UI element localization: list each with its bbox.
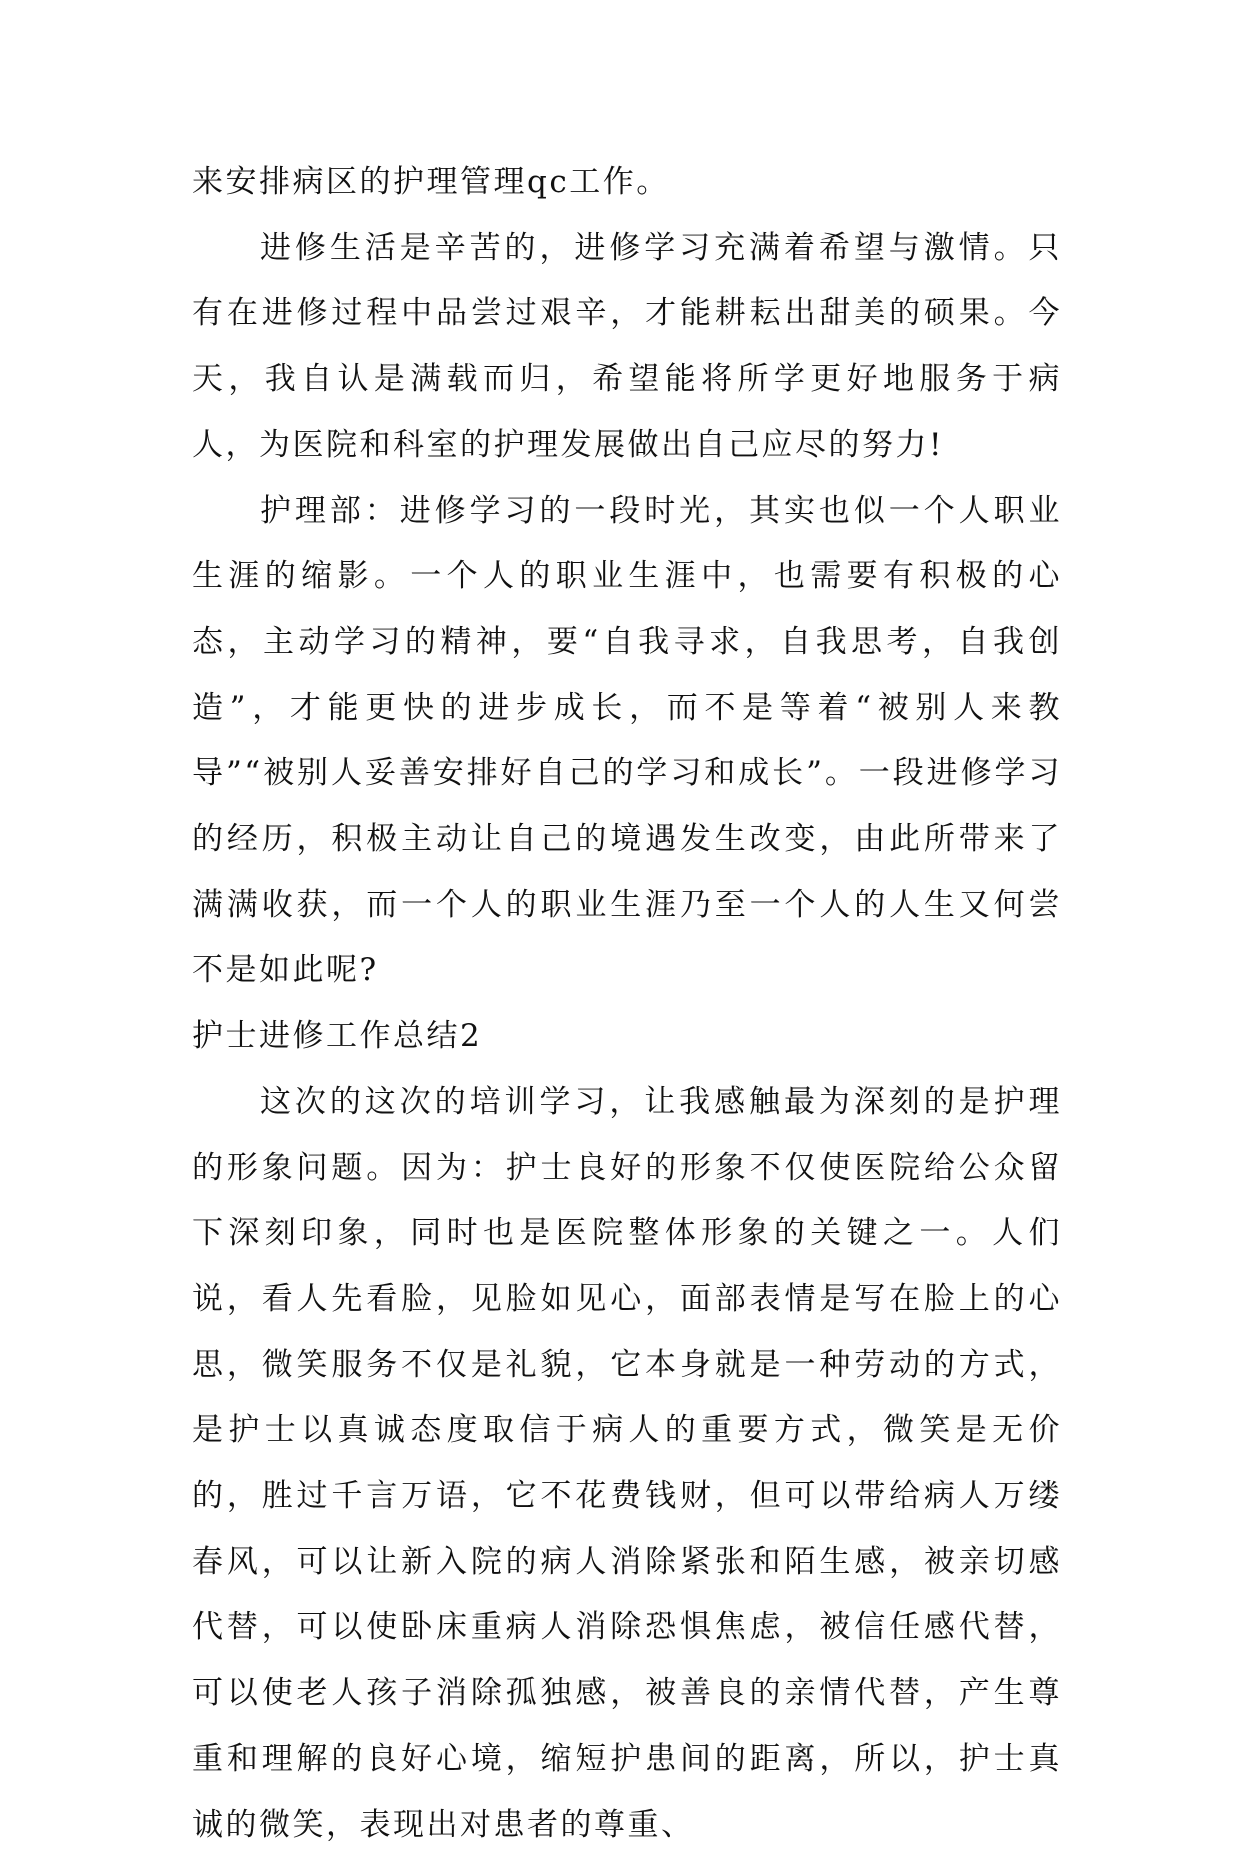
document-body <box>192 150 1062 1858</box>
paragraph-reflection: 进修生活是辛苦的，进修学习充满着希望与激情。只有在进修过程中品尝过艰辛，才能耕耘出甜美的硕果。今天，我自认是满载而归，希望能将所学更好地服务于病人，为医院和科室的护理发展做出自己应尽的努力! <box>192 229 1062 463</box>
section-heading: 护士进修工作总结2 <box>192 1018 483 1055</box>
paragraph-continuation: 来安排病区的护理管理qc工作。 <box>192 164 670 200</box>
paragraph-nursing-image: 这次的这次的培训学习，让我感触最为深刻的是护理的形象问题。因为：护士良好的形象不仅使医院给公众留下深刻印象，同时也是医院整体形象的关键之一。人们说，看人先看脸，见脸如见心，面部表情是写在脸上的心思，微笑服务不仅是礼貌，它本身就是一种劳动的方式，是护士以真诚态度取信于病人的重要方式，微笑是无价的，胜过千言万语，它不花费钱财，但可以带给病人万缕春风，可以让新入院的病人消除紧张和陌生感，被亲切感代替，可以使卧床重病人消除恐惧焦虑，被信任感代替，可以使老人孩子消除孤独感，被善良的亲情代替，产生尊重和理解的良好心境，缩短护患间的距离，所以，护士真诚的微笑，表现出对患者的尊重、 <box>192 1083 1062 1843</box>
paragraph-nursing-department-comment: 护理部：进修学习的一段时光，其实也似一个人职业生涯的缩影。一个人的职业生涯中，也需要有积极的心态，主动学习的精神，要“自我寻求，自我思考，自我创造”，才能更快的进步成长，而不是等着“被别人来教导”“被别人妥善安排好自己的学习和成长”。一段进修学习的经历，积极主动让自己的境遇发生改变，由此所带来了满满收获，而一个人的职业生涯乃至一个人的人生又何尝不是如此呢? <box>192 492 1062 989</box>
